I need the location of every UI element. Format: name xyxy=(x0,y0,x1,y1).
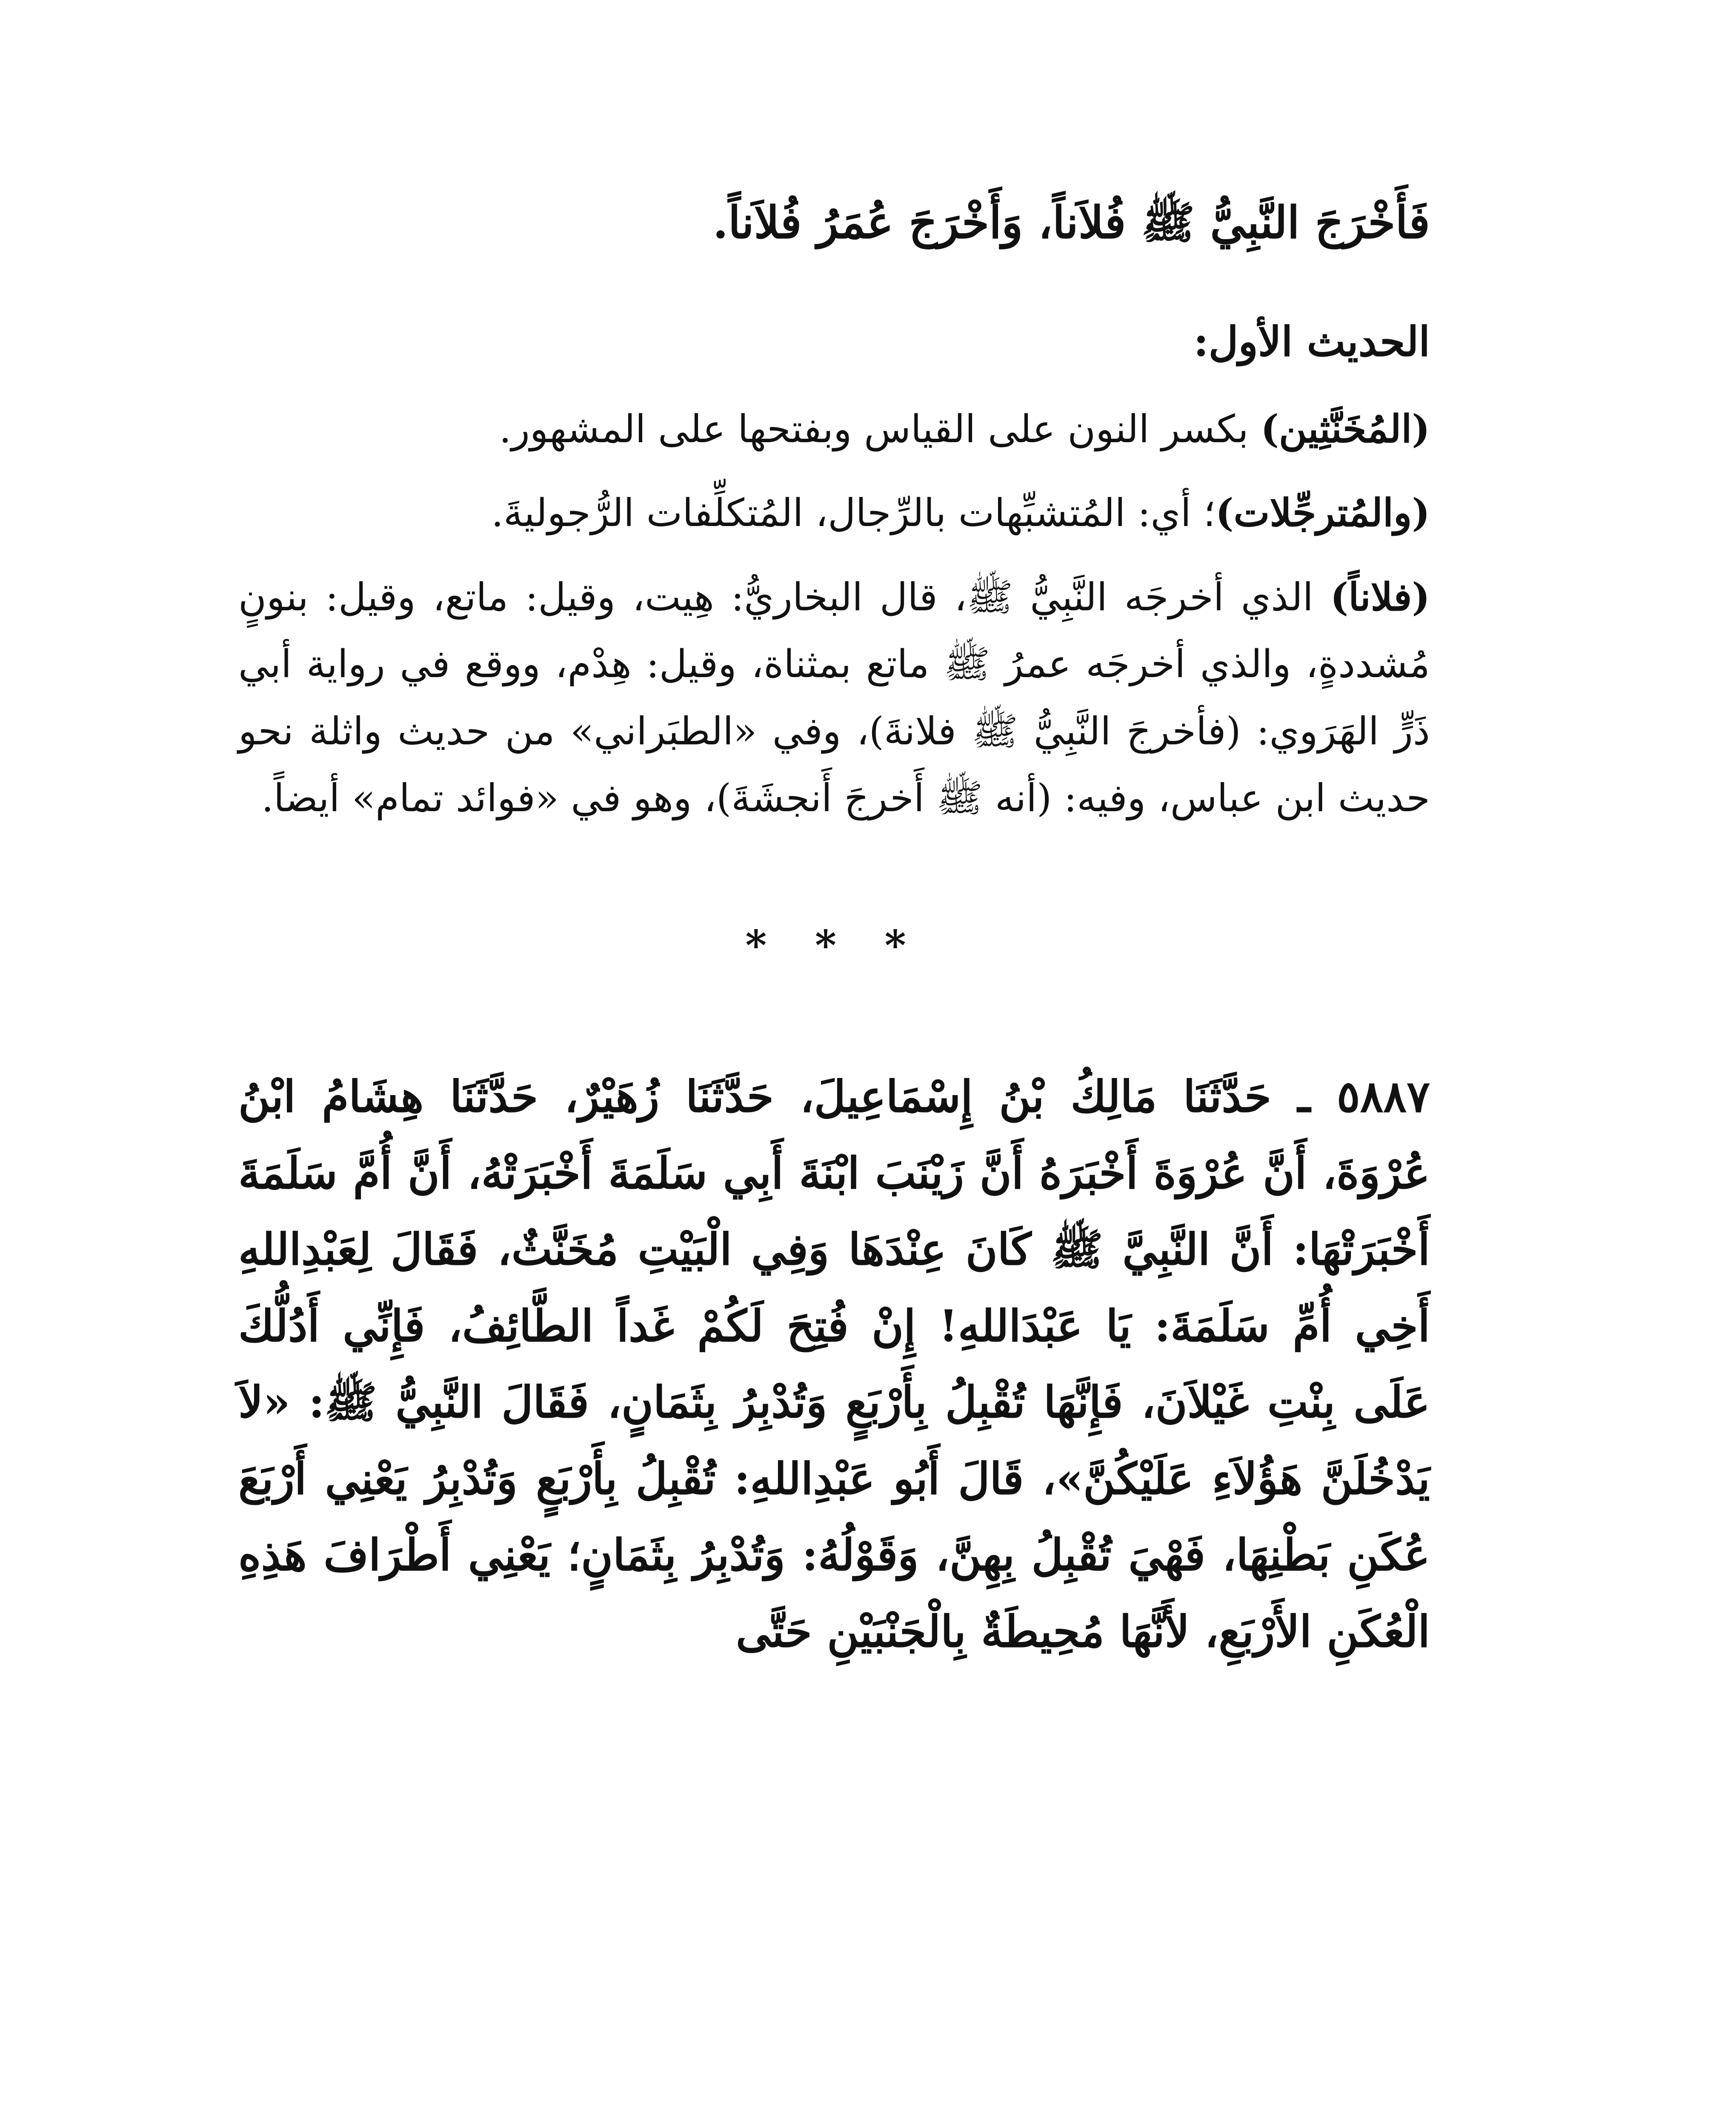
section-separator: * * * xyxy=(745,921,923,970)
commentary-paragraph-3 xyxy=(238,564,1430,832)
commentary-text-2: ؛ أي: المُتشبِّهات بالرِّجال، المُتكلِّفات الرُّجوليةَ. xyxy=(491,491,1216,536)
commentary-term-1: (المُخَنَّثِين) xyxy=(1261,406,1430,452)
hadith-continuation-line: فَأَخْرَجَ النَّبِيُّ ﷺ فُلاَناً، وَأَخْرَجَ عُمَرُ فُلاَناً. xyxy=(712,196,1430,249)
commentary-paragraph-2 xyxy=(238,480,1430,547)
commentary-term-2: (والمُترجِّلات) xyxy=(1215,490,1430,536)
commentary-text-1: بكسر النون على القياس وبفتحها على المشهور. xyxy=(499,406,1261,452)
commentary-text-3: الذي أخرجَه النَّبِيُّ ﷺ، قال البخاريُّ: هِيت، وقيل: ماتع، وقيل: بنونٍ مُشددةٍ، والذي أخرجَه عمرُ ﷺ ماتع بمثناة، وقيل: هِدْم، ووقع في رواية أبي ذَرٍّ الهَرَوي: (فأخرجَ النَّبِيُّ ﷺ فلانةَ)، وفي «الطبَراني» من حديث واثلة نحو حديث ابن عباس، وفيه: (أنه ﷺ أَخرجَ أَنجشَةَ)، وهو في «فوائد تمام» أيضاً. xyxy=(238,575,1430,821)
page-content xyxy=(238,187,1430,1670)
hadith-5887: ٥٨٨٧ ـ حَدَّثَنَا مَالِكُ بْنُ إِسْمَاعِيلَ، حَدَّثَنَا زُهَيْرٌ، حَدَّثَنَا هِشَامُ ابْنُ عُرْوَةَ، أَنَّ عُرْوَةَ أَخْبَرَهُ أَنَّ زَيْنَبَ ابْنَةَ أَبِي سَلَمَةَ أَخْبَرَتْهُ، أَنَّ أُمَّ سَلَمَةَ أَخْبَرَتْهَا: أَنَّ النَّبِيَّ ﷺ كَانَ عِنْدَهَا وَفِي الْبَيْتِ مُخَنَّثٌ، فَقَالَ لِعَبْدِاللهِ أَخِي أُمِّ سَلَمَةَ: يَا عَبْدَاللهِ! إِنْ فُتِحَ لَكُمْ غَداً الطَّائِفُ، فَإِنِّي أَدُلُّكَ عَلَى بِنْتِ غَيْلاَنَ، فَإِنَّهَا تُقْبِلُ بِأَرْبَعٍ وَتُدْبِرُ بِثَمَانٍ، فَقَالَ النَّبِيُّ ﷺ: «لاَ يَدْخُلَنَّ هَؤُلاَءِ عَلَيْكُنَّ»، قَالَ أَبُو عَبْدِاللهِ: تُقْبِلُ بِأَرْبَعٍ وَتُدْبِرُ يَعْنِي أَرْبَعَ عُكَنِ بَطْنِهَا، فَهْيَ تُقْبِلُ بِهِنَّ، وَقَوْلُهُ: وَتُدْبِرُ بِثَمَانٍ؛ يَعْنِي أَطْرَافَ هَذِهِ الْعُكَنِ الأَرْبَعِ، لأَنَّهَا مُحِيطَةٌ بِالْجَنْبَيْنِ حَتَّى xyxy=(238,1071,1430,1657)
commentary-paragraph-1 xyxy=(238,396,1430,463)
commentary-heading: الحديث الأول: xyxy=(1193,317,1430,366)
commentary-term-3: (فلاناً) xyxy=(1330,574,1430,620)
